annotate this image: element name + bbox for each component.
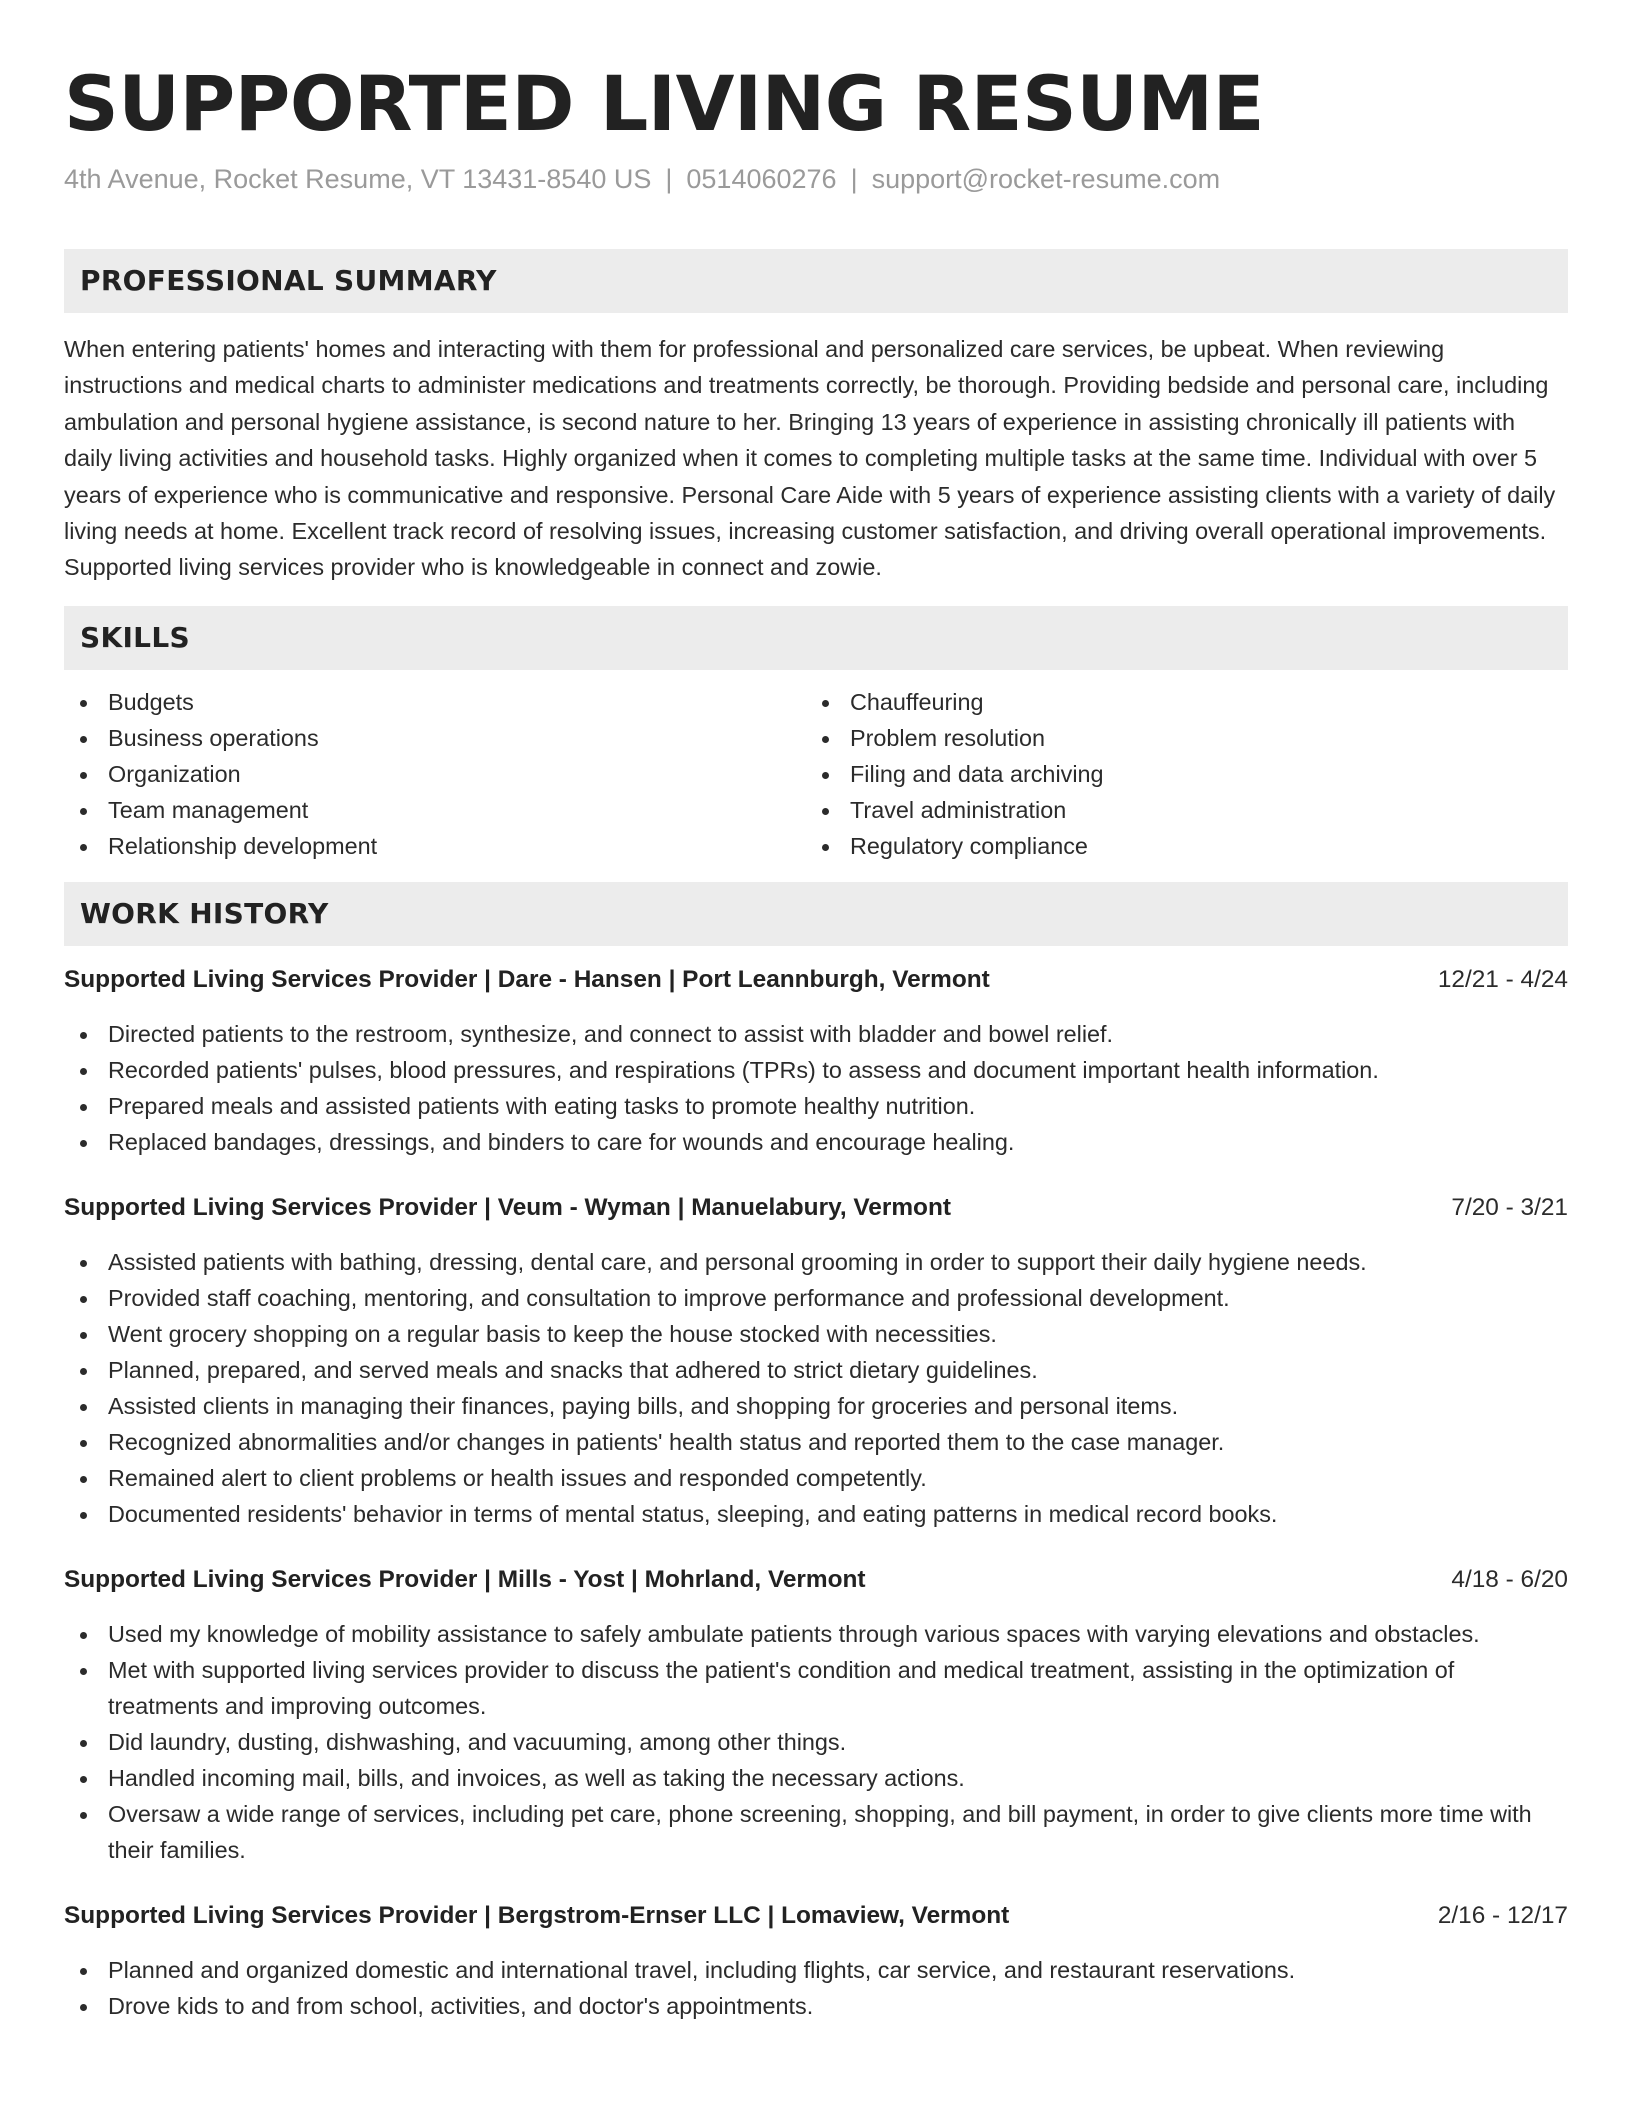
- job-header: [64, 1562, 1568, 1598]
- job-entry: [64, 962, 1568, 1160]
- job-bullet: Assisted patients with bathing, dressing, dental care, and personal grooming in order to support their daily hygiene needs.: [64, 1244, 1568, 1280]
- skill-item: Travel administration: [806, 792, 1548, 828]
- job-bullet: Recognized abnormalities and/or changes in patients' health status and reported them to the case manager.: [64, 1424, 1568, 1460]
- skills-grid: [64, 684, 1568, 864]
- job-bullet: Drove kids to and from school, activities, and doctor's appointments.: [64, 1988, 1568, 2024]
- job-title: Supported Living Services Provider | Dare - Hansen | Port Leannburgh, Vermont: [64, 965, 990, 993]
- job-list: [64, 962, 1568, 2024]
- job-header: [64, 1898, 1568, 1934]
- job-entry: [64, 1898, 1568, 2024]
- skill-item: Regulatory compliance: [806, 828, 1548, 864]
- skill-item: Problem resolution: [806, 720, 1548, 756]
- job-bullet-list: [64, 1244, 1568, 1532]
- contact-address: 4th Avenue, Rocket Resume, VT 13431-8540 US: [64, 164, 652, 194]
- job-bullet: Prepared meals and assisted patients with eating tasks to promote healthy nutrition.: [64, 1088, 1568, 1124]
- work-history-section: [64, 882, 1568, 2024]
- job-header: [64, 962, 1568, 998]
- job-dates: 4/18 - 6/20: [1451, 1565, 1568, 1593]
- job-bullet: Directed patients to the restroom, synthesize, and connect to assist with bladder and bowel relief.: [64, 1016, 1568, 1052]
- job-entry: [64, 1562, 1568, 1868]
- skill-item: Budgets: [64, 684, 806, 720]
- summary-heading: PROFESSIONAL SUMMARY: [64, 249, 1568, 313]
- skill-item: Chauffeuring: [806, 684, 1548, 720]
- job-bullet-list: [64, 1952, 1568, 2024]
- skills-column-right: [806, 684, 1548, 864]
- job-bullet: Planned and organized domestic and international travel, including flights, car service, and restaurant reservations.: [64, 1952, 1568, 1988]
- job-bullet: Handled incoming mail, bills, and invoices, as well as taking the necessary actions.: [64, 1760, 1568, 1796]
- job-bullet: Assisted clients in managing their finances, paying bills, and shopping for groceries and personal items.: [64, 1388, 1568, 1424]
- skills-heading: SKILLS: [64, 606, 1568, 670]
- contact-separator: |: [850, 164, 858, 194]
- skill-item: Filing and data archiving: [806, 756, 1548, 792]
- job-bullet: Oversaw a wide range of services, including pet care, phone screening, shopping, and bill payment, in order to give clients more time with their families.: [64, 1796, 1568, 1868]
- job-dates: 2/16 - 12/17: [1437, 1901, 1568, 1929]
- job-title: Supported Living Services Provider | Mills - Yost | Mohrland, Vermont: [64, 1565, 866, 1593]
- skills-section: [64, 606, 1568, 864]
- job-bullet: Remained alert to client problems or health issues and responded competently.: [64, 1460, 1568, 1496]
- summary-section: [64, 249, 1568, 586]
- skills-column-left: [64, 684, 806, 864]
- job-dates: 12/21 - 4/24: [1437, 965, 1568, 993]
- work-history-heading: WORK HISTORY: [64, 882, 1568, 946]
- job-bullet: Met with supported living services provider to discuss the patient's condition and medical treatment, assisting in the optimization of treatments and improving outcomes.: [64, 1652, 1568, 1724]
- job-bullet: Planned, prepared, and served meals and snacks that adhered to strict dietary guidelines.: [64, 1352, 1568, 1388]
- skill-item: Team management: [64, 792, 806, 828]
- contact-phone: 0514060276: [686, 164, 837, 194]
- resume-title: SUPPORTED LIVING RESUME: [64, 59, 1265, 148]
- skill-item: Organization: [64, 756, 806, 792]
- job-bullet: Went grocery shopping on a regular basis to keep the house stocked with necessities.: [64, 1316, 1568, 1352]
- job-bullet: Did laundry, dusting, dishwashing, and vacuuming, among other things.: [64, 1724, 1568, 1760]
- job-bullet: Recorded patients' pulses, blood pressures, and respirations (TPRs) to assess and document important health information.: [64, 1052, 1568, 1088]
- job-title: Supported Living Services Provider | Bergstrom-Ernser LLC | Lomaview, Vermont: [64, 1901, 1010, 1929]
- resume-page: [64, 0, 1568, 2024]
- skill-item: Relationship development: [64, 828, 806, 864]
- skill-item: Business operations: [64, 720, 806, 756]
- contact-line: [64, 162, 1568, 196]
- contact-separator: |: [665, 164, 673, 194]
- contact-email[interactable]: support@rocket-resume.com: [871, 164, 1221, 194]
- job-bullet-list: [64, 1016, 1568, 1160]
- summary-text: When entering patients' homes and interacting with them for professional and personalized care services, be upbeat. When reviewing instructions and medical charts to administer medications and treatments correctly, be thorough. Providing bedside and personal care, including ambulation and personal hygiene assistance, is second nature to her. Bringing 13 years of experience in assisting chronically ill patients with daily living activities and household tasks. Highly organized when it comes to completing multiple tasks at the same time. Individual with over 5 years of experience who is communicative and responsive. Personal Care Aide with 5 years of experience assisting clients with a variety of daily living needs at home. Excellent track record of resolving issues, increasing customer satisfaction, and driving overall operational improvements. Supported living services provider who is knowledgeable in connect and zowie.: [64, 336, 1556, 581]
- job-bullet-list: [64, 1616, 1568, 1868]
- job-bullet: Provided staff coaching, mentoring, and consultation to improve performance and professional development.: [64, 1280, 1568, 1316]
- job-entry: [64, 1190, 1568, 1532]
- job-dates: 7/20 - 3/21: [1451, 1193, 1568, 1221]
- job-header: [64, 1190, 1568, 1226]
- job-bullet: Documented residents' behavior in terms of mental status, sleeping, and eating patterns in medical record books.: [64, 1496, 1568, 1532]
- job-bullet: Replaced bandages, dressings, and binders to care for wounds and encourage healing.: [64, 1124, 1568, 1160]
- job-title: Supported Living Services Provider | Veum - Wyman | Manuelabury, Vermont: [64, 1193, 951, 1221]
- job-bullet: Used my knowledge of mobility assistance to safely ambulate patients through various spaces with varying elevations and obstacles.: [64, 1616, 1568, 1652]
